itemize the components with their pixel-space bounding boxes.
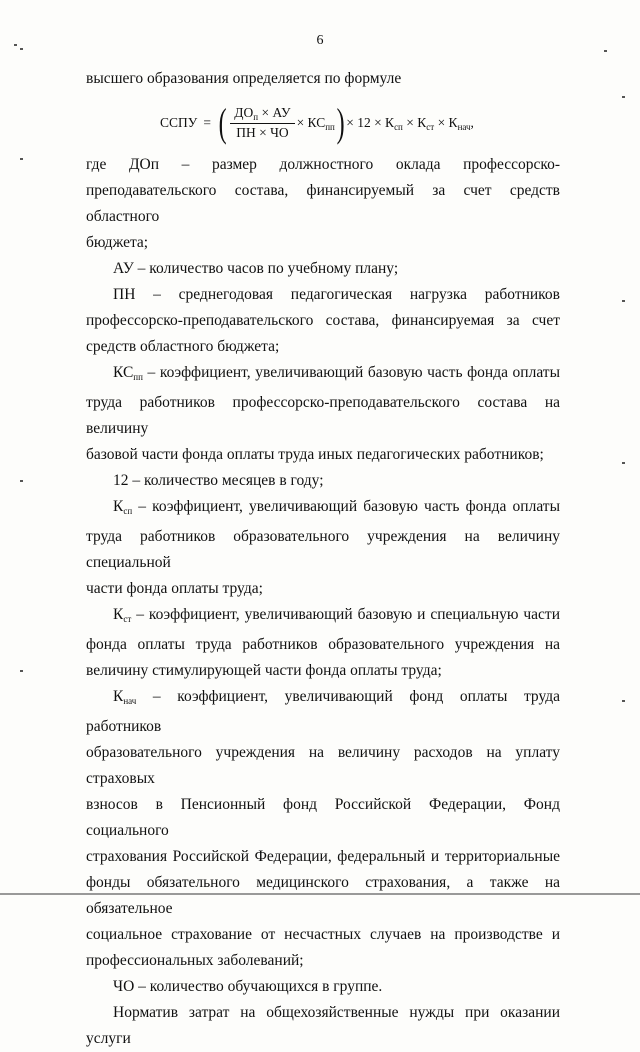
scan-edge-line (0, 893, 640, 895)
text-line: где ДОп – размер должностного оклада профессорско- (86, 156, 560, 173)
text-line: величину стимулирующей части фонда оплаты труда; (86, 662, 442, 679)
text-line: профессорско-преподавательского состава, финансируемая за счет (86, 312, 560, 329)
intro-text (86, 66, 560, 92)
scan-speck (20, 480, 23, 482)
scan-speck (20, 158, 23, 160)
formula-eq: = (203, 115, 211, 130)
text-line: труда работников образовательного учреждения на величину специальной (86, 528, 560, 571)
scan-speck (20, 670, 23, 672)
formula-lhs: ССПУ (160, 115, 198, 130)
scan-speck (622, 462, 625, 464)
text-line: ПН – среднегодовая педагогическая нагрузка работников (113, 286, 560, 303)
fraction-denominator: ПН × ЧО (236, 125, 289, 140)
scan-speck (14, 44, 17, 46)
text-line: бюджета; (86, 234, 149, 251)
text-line: базовой части фонда оплаты труда иных педагогических работников; (86, 446, 544, 463)
text-line: $КС_{пп}$ – коэффициент, увеличивающий базовую часть фонда оплаты (113, 364, 560, 382)
text-line: АУ – количество часов по учебному плану; (113, 260, 399, 277)
formula-kc: × $КС_{пп}$ (296, 114, 335, 132)
scan-speck (604, 50, 607, 52)
fraction-numerator: $ДО_п$ × АУ (230, 105, 294, 124)
text-line: преподавательского состава, финансируемый за счет средств областного (86, 182, 560, 225)
text-line: профессиональных заболеваний; (86, 952, 304, 969)
page-number: 6 (316, 33, 324, 48)
text-line: $К_{нач}$ – коэффициент, увеличивающий фонд оплаты труда работников (86, 688, 560, 735)
text-line: ЧО – количество обучающихся в группе. (113, 978, 383, 995)
text-line: $К_{сп}$ – коэффициент, увеличивающий базовую часть фонда оплаты (113, 498, 560, 516)
text-line: Норматив затрат на общехозяйственные нужды при оказании услуги (86, 1004, 560, 1047)
intro-line: высшего образования определяется по формуле (86, 70, 402, 87)
text-line: $К_{ст}$ – коэффициент, увеличивающий базовую и специальную части (113, 606, 560, 624)
scan-speck (622, 700, 625, 702)
scan-speck (20, 48, 23, 50)
text-line: части фонда оплаты труда; (86, 580, 263, 597)
formula-tail: × $12 \times К_{сп} \times К_{ст} \times К_{нач}$, (346, 114, 474, 132)
formula (160, 100, 474, 146)
formula-fraction (230, 105, 294, 141)
text-line: фонды обязательного медицинского страхования, а также на обязательное (86, 874, 560, 917)
right-paren: ) (336, 100, 345, 145)
text-line: социальное страхование от несчастных случаев на производстве и (86, 926, 560, 943)
text-line: 12 – количество месяцев в году; (113, 472, 324, 489)
scan-speck (622, 300, 625, 302)
text-line: страхования Российской Федерации, федеральный и территориальные (86, 848, 560, 865)
text-line: образовательного учреждения на величину расходов на уплату страховых (86, 744, 560, 787)
left-paren: ( (218, 100, 227, 145)
text-line: взносов в Пенсионный фонд Российской Федерации, Фонд социального (86, 796, 560, 839)
text-line: фонда оплаты труда работников образовательного учреждения на (86, 636, 560, 653)
text-line: труда работников профессорско-преподавательского состава на величину (86, 394, 560, 437)
scan-speck (622, 96, 625, 98)
body-text (86, 152, 560, 1052)
text-line: средств областного бюджета; (86, 338, 280, 355)
